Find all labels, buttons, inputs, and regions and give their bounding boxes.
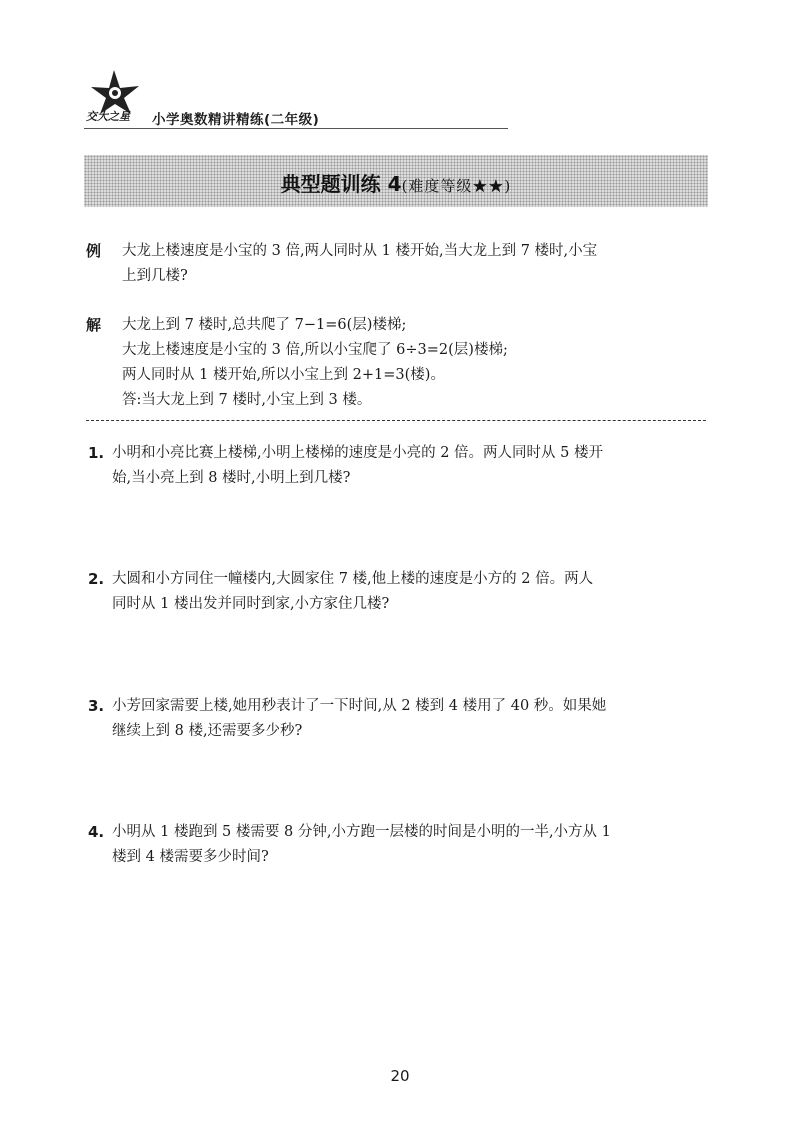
solution-marker: 解 — [86, 316, 102, 334]
question-number: 2. — [88, 570, 105, 588]
header-divider — [84, 128, 508, 129]
example-marker: 例 — [86, 242, 102, 260]
section-banner — [84, 155, 708, 207]
difficulty-label: (难度等级★★) — [401, 177, 512, 195]
solution-line-1: 大龙上到 7 楼时,总共爬了 7−1=6(层)楼梯; — [122, 317, 407, 333]
question-3 — [86, 694, 706, 746]
solution-block — [86, 313, 706, 417]
question-4 — [86, 820, 706, 872]
question-2-line-1: 大圆和小方同住一幢楼内,大圆家住 7 楼,他上楼的速度是小方的 2 倍。两人 — [112, 571, 594, 587]
question-number: 3. — [88, 697, 105, 715]
question-1 — [86, 441, 706, 493]
book-title: 小学奥数精讲精练(二年级) — [152, 112, 320, 128]
question-1-line-2: 始,当小亮上到 8 楼时,小明上到几楼? — [112, 470, 351, 486]
question-3-line-2: 继续上到 8 楼,还需要多少秒? — [112, 723, 303, 739]
example-block — [86, 239, 706, 291]
question-2-line-2: 同时从 1 楼出发并同时到家,小方家住几楼? — [112, 596, 390, 612]
question-number: 4. — [88, 823, 105, 841]
question-2 — [86, 567, 706, 619]
solution-line-2: 大龙上楼速度是小宝的 3 倍,所以小宝爬了 6÷3=2(层)楼梯; — [122, 342, 508, 358]
logo-text: 交大之星 — [86, 110, 130, 123]
question-4-line-1: 小明从 1 楼跑到 5 楼需要 8 分钟,小方跑一层楼的时间是小明的一半,小方从 1 — [112, 824, 611, 840]
question-3-line-1: 小芳回家需要上楼,她用秒表计了一下时间,从 2 楼到 4 楼用了 40 秒。如果她 — [112, 698, 607, 714]
solution-answer: 答:当大龙上到 7 楼时,小宝上到 3 楼。 — [122, 392, 372, 408]
example-line-1: 大龙上楼速度是小宝的 3 倍,两人同时从 1 楼开始,当大龙上到 7 楼时,小宝 — [122, 243, 598, 259]
page-number: 20 — [390, 1067, 410, 1085]
dashed-divider — [86, 420, 706, 421]
question-number: 1. — [88, 444, 105, 462]
section-title — [84, 168, 708, 197]
section-title-main: 典型题训练 4 — [280, 172, 402, 196]
page-header — [84, 68, 508, 132]
example-line-2: 上到几楼? — [122, 268, 188, 284]
question-1-line-1: 小明和小亮比赛上楼梯,小明上楼梯的速度是小亮的 2 倍。两人同时从 5 楼开 — [112, 445, 603, 461]
question-4-line-2: 楼到 4 楼需要多少时间? — [112, 849, 269, 865]
solution-line-3: 两人同时从 1 楼开始,所以小宝上到 2+1=3(楼)。 — [122, 367, 445, 383]
